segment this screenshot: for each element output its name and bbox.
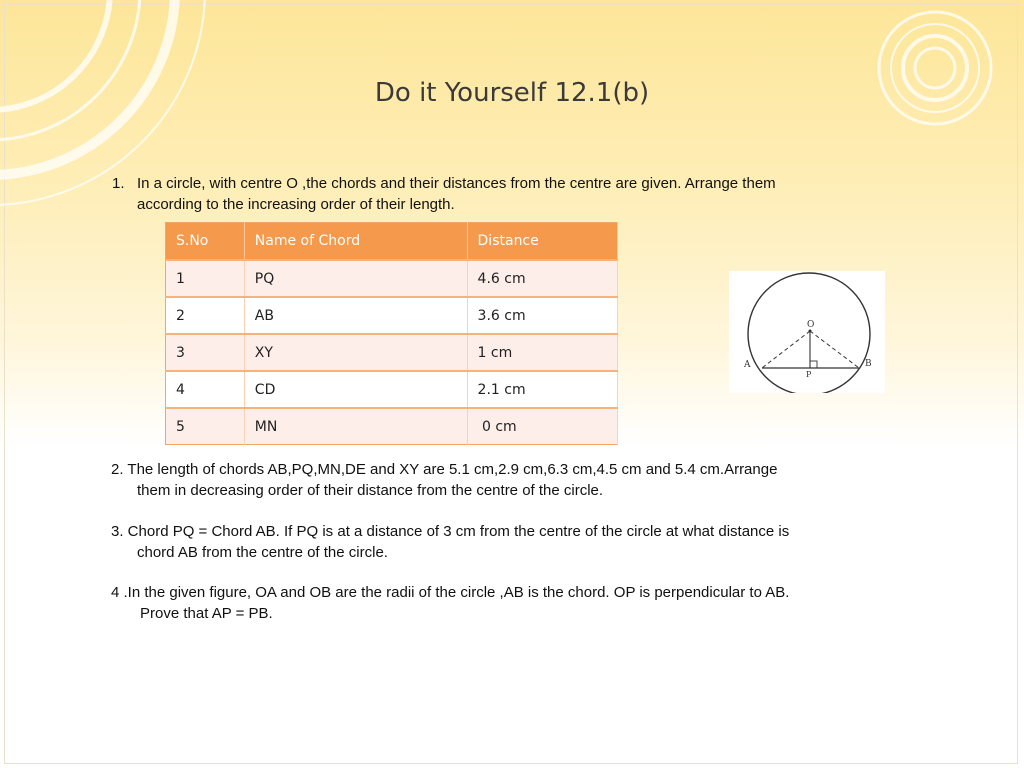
table-cell-distance: 0 cm <box>467 408 617 445</box>
table-cell-chord: CD <box>244 371 467 408</box>
table-cell-sno: 3 <box>166 334 245 371</box>
table-cell-sno: 1 <box>166 260 245 297</box>
question-3-line-2: chord AB from the centre of the circle. <box>137 544 388 561</box>
slide-title: Do it Yourself 12.1(b) <box>374 78 650 108</box>
table-cell-distance: 3.6 cm <box>467 297 617 334</box>
label-b: B <box>865 359 872 369</box>
question-3-line-1: 3. Chord PQ = Chord AB. If PQ is at a distance of 3 cm from the centre of the circle at what distance is <box>111 523 790 540</box>
table-cell-chord: MN <box>244 408 467 445</box>
question-3 <box>111 521 901 563</box>
question-4-line-1: 4 .In the given figure, OA and OB are the radii of the circle ,AB is the chord. OP is perpendicular to AB. <box>111 584 790 601</box>
question-2 <box>111 459 901 501</box>
table-cell-sno: 2 <box>166 297 245 334</box>
table-row <box>166 297 618 334</box>
circle-diagram <box>729 271 885 393</box>
radius-oa <box>762 331 810 368</box>
label-o: O <box>807 320 815 330</box>
chord-distance-table <box>165 222 618 445</box>
table-cell-distance: 1 cm <box>467 334 617 371</box>
question-2-line-1: 2. The length of chords AB,PQ,MN,DE and XY are 5.1 cm,2.9 cm,6.3 cm,4.5 cm and 5.4 cm.Arrange <box>111 461 778 478</box>
table-header-row <box>166 223 618 261</box>
table-row <box>166 408 618 445</box>
table-header-chord: Name of Chord <box>244 223 467 261</box>
question-4-line-2: Prove that AP = PB. <box>140 605 273 622</box>
question-1-number: 1. <box>112 175 125 192</box>
question-4 <box>111 582 901 624</box>
table-cell-sno: 4 <box>166 371 245 408</box>
table-header-distance: Distance <box>467 223 617 261</box>
table-cell-distance: 4.6 cm <box>467 260 617 297</box>
question-1-text <box>137 173 877 215</box>
table-row <box>166 334 618 371</box>
table-row <box>166 371 618 408</box>
circle-chord-figure <box>729 271 885 393</box>
table-cell-chord: PQ <box>244 260 467 297</box>
table-cell-distance: 2.1 cm <box>467 371 617 408</box>
table-header-sno: S.No <box>166 223 245 261</box>
table-cell-chord: AB <box>244 297 467 334</box>
question-2-line-2: them in decreasing order of their distance from the centre of the circle. <box>137 482 604 499</box>
label-a: A <box>744 360 751 370</box>
table-row <box>166 260 618 297</box>
table-cell-sno: 5 <box>166 408 245 445</box>
right-angle-mark <box>810 361 817 368</box>
table-cell-chord: XY <box>244 334 467 371</box>
label-p: P <box>806 370 812 379</box>
question-1-line-1: In a circle, with centre O ,the chords and their distances from the centre are given. Arrange them <box>137 175 776 192</box>
question-1-line-2: according to the increasing order of their length. <box>137 196 455 213</box>
